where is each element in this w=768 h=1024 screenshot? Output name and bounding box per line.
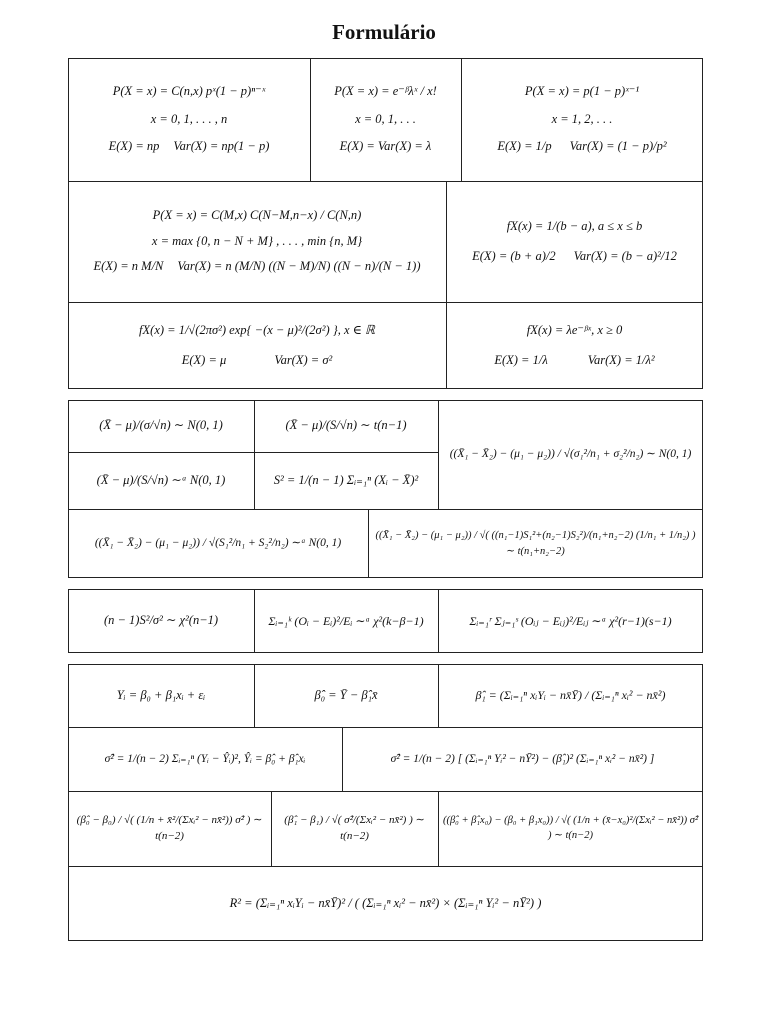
page-title: Formulário: [332, 20, 436, 44]
z-known-cell: [68, 400, 254, 452]
hypergeometric-pmf: P(X = x) = C(M,x) C(N−M,n−x) / C(N,n): [152, 208, 362, 223]
binomial-mean: E(X) = np: [108, 139, 160, 154]
regression-model-cell: [68, 664, 254, 727]
chisq-independence-cell: [438, 589, 703, 653]
t-stat-formula: (X̄ − μ)/(S/√n) ∼ t(n−1): [285, 418, 407, 433]
z-known-formula: (X̄ − μ)/(σ/√n) ∼ N(0, 1): [99, 418, 223, 433]
hypergeometric-var: Var(X) = n (M/N) ((N − M)/N) ((N − n)/(N − 1)): [177, 259, 421, 274]
beta0-formula: β̂₀ = Ȳ − β̂₁x̄: [314, 687, 378, 702]
z-approx-formula: (X̄ − μ)/(S/√n) ∼ᵃ N(0, 1): [96, 472, 226, 487]
exponential-mean: E(X) = 1/λ: [494, 352, 548, 367]
uniform-var: Var(X) = (b − a)²/12: [573, 248, 677, 263]
sigma2-b-cell: [342, 727, 703, 791]
beta1-cell: [438, 664, 703, 727]
two-sample-t-formula: ((X̄₁ − X̄₂) − (μ₁ − μ₂)) / √( ((n₁−1)S₁²+(n₂−1)S₂²)/(n₁+n₂−2) (1/n₁ + 1/n₂) ) ∼ t(n₁+n₂−2): [375, 530, 696, 557]
two-sample-t-cell: [368, 509, 703, 578]
two-sample-approx-cell: [68, 509, 368, 578]
uniform-pdf: fX(x) = 1/(b − a), a ≤ x ≤ b: [506, 218, 643, 233]
chisq-variance-cell: [68, 589, 254, 653]
geometric-support: x = 1, 2, . . .: [551, 111, 613, 126]
t-mean-cell: [438, 791, 703, 866]
normal-mean: E(X) = μ: [181, 352, 227, 367]
chisq-independence-formula: Σᵢ₌₁ʳ Σⱼ₌₁ˢ (Oᵢⱼ − Eᵢⱼ)²/Eᵢⱼ ∼ᵃ χ²(r−1)(s−1): [469, 613, 672, 628]
chisq-gof-cell: [254, 589, 438, 653]
exponential-cell: [446, 302, 703, 389]
normal-cell: [68, 302, 446, 389]
two-sample-approx-formula: ((X̄₁ − X̄₂) − (μ₁ − μ₂)) / √(S₁²/n₁ + S₂²/n₂) ∼ᵃ N(0, 1): [94, 536, 342, 549]
beta1-formula: β̂₁ = (Σᵢ₌₁ⁿ xᵢYᵢ − nx̄Ȳ) / (Σᵢ₌₁ⁿ xᵢ² − nx̄²): [475, 688, 666, 702]
poisson-support: x = 0, 1, . . .: [355, 111, 416, 126]
t-mean-formula: ((β̂₀ + β̂₁x₀) − (β₀ + β₁x₀)) / √( (1/n + (x̄−x₀)²/(Σxᵢ² − nx̄²)) σ̂² ) ∼ t(n−2): [442, 814, 699, 841]
normal-pdf: fX(x) = 1/√(2πσ²) exp{ −(x − μ)²/(2σ²) }, x ∈ ℝ: [139, 322, 375, 337]
hypergeometric-mean: E(X) = n M/N: [93, 259, 164, 274]
t-stat-cell: [254, 400, 438, 452]
poisson-pmf: P(X = x) = e⁻ᵝλˣ / x!: [334, 84, 437, 99]
exponential-pdf: fX(x) = λe⁻ᵝˣ, x ≥ 0: [526, 322, 623, 337]
chisq-variance-formula: (n − 1)S²/σ² ∼ χ²(n−1): [103, 613, 219, 628]
sigma2-a-cell: [68, 727, 342, 791]
normal-var: Var(X) = σ²: [274, 352, 333, 367]
chisq-gof-formula: Σᵢ₌₁ᵏ (Oᵢ − Eᵢ)²/Eᵢ ∼ᵃ χ²(k−β−1): [268, 613, 424, 628]
binomial-cell: [68, 58, 310, 181]
binomial-var: Var(X) = np(1 − p): [173, 139, 270, 154]
sigma2-b-formula: σ̂² = 1/(n − 2) [ (Σᵢ₌₁ⁿ Yᵢ² − nȲ²) − (β̂₁)² (Σᵢ₌₁ⁿ xᵢ² − nx̄²) ]: [390, 752, 655, 765]
hypergeometric-support: x = max {0, n − N + M} , . . . , min {n, M}: [151, 233, 363, 248]
geometric-mean: E(X) = 1/p: [497, 139, 552, 154]
two-sample-z-formula: ((X̄₁ − X̄₂) − (μ₁ − μ₂)) / √(σ₁²/n₁ + σ₂²/n₂) ∼ N(0, 1): [449, 447, 692, 460]
binomial-pmf: P(X = x) = C(n,x) pˣ(1 − p)ⁿ⁻ˣ: [112, 84, 266, 99]
z-approx-cell: [68, 452, 254, 509]
geometric-pmf: P(X = x) = p(1 − p)ˣ⁻¹: [524, 84, 640, 99]
sigma2-a-formula: σ̂² = 1/(n − 2) Σᵢ₌₁ⁿ (Yᵢ − Ŷᵢ)², Ŷᵢ = β̂₀ + β̂₁xᵢ: [104, 752, 306, 765]
t-beta1-cell: [271, 791, 438, 866]
t-beta1-formula: (β̂₁ − β₁) / √( σ̂²/(Σxᵢ² − nx̄²) ) ∼ t(n−2): [284, 814, 425, 842]
t-beta0-cell: [68, 791, 271, 866]
uniform-mean: E(X) = (b + a)/2: [472, 248, 556, 263]
two-sample-z-cell: [438, 400, 703, 509]
r2-cell: [68, 866, 703, 941]
s2-formula: S² = 1/(n − 1) Σᵢ₌₁ⁿ (Xᵢ − X̄)²: [273, 472, 419, 487]
t-beta0-formula: (β̂₀ − β₀) / √( (1/n + x̄²/(Σxᵢ² − nx̄²)) σ̂² ) ∼ t(n−2): [76, 814, 263, 842]
hypergeometric-cell: [68, 181, 446, 302]
r2-formula: R² = (Σᵢ₌₁ⁿ xᵢYᵢ − nx̄Ȳ)² / ( (Σᵢ₌₁ⁿ xᵢ² − nx̄²) × (Σᵢ₌₁ⁿ Yᵢ² − nȲ²) ): [229, 895, 542, 910]
beta0-cell: [254, 664, 438, 727]
s2-cell: [254, 452, 438, 509]
geometric-var: Var(X) = (1 − p)/p²: [569, 139, 667, 154]
geometric-cell: [461, 58, 703, 181]
poisson-moments: E(X) = Var(X) = λ: [339, 139, 432, 154]
uniform-cell: [446, 181, 703, 302]
binomial-support: x = 0, 1, . . . , n: [150, 111, 228, 126]
regression-model-formula: Yᵢ = β₀ + β₁xᵢ + εᵢ: [116, 687, 206, 702]
exponential-var: Var(X) = 1/λ²: [587, 352, 655, 367]
poisson-cell: [310, 58, 461, 181]
